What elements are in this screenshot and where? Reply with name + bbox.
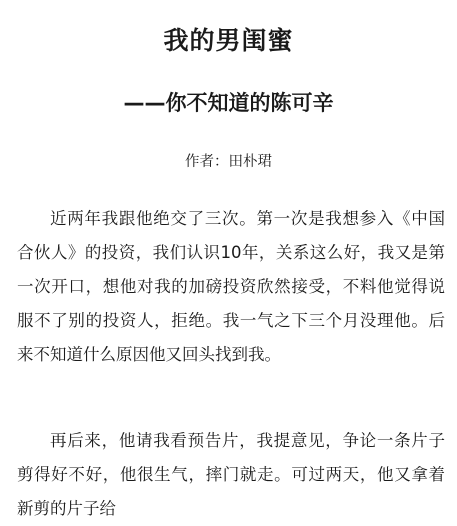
article-title: 我的男闺蜜: [163, 26, 294, 55]
paragraph-2: 再后来，他请我看预告片，我提意见，争论一条片子剪得好不好，他很生气，摔门就走。可过两天，他又拿着新剪的片子给: [17, 431, 445, 518]
article-author: 作者：田朴珺: [185, 154, 272, 170]
paragraph-1: 近两年我跟他绝交了三次。第一次是我想参入《中国合伙人》的投资，我们认识10年，关系这么好，我又是第一次开口，想他对我的加磅投资欣然接受，不料他觉得说服不了别的投资人，拒绝。我一气之下三个月没理他。后来不知道什么原因他又回头找到我。: [17, 209, 445, 364]
article-subtitle: ——你不知道的陈可辛: [123, 91, 334, 115]
